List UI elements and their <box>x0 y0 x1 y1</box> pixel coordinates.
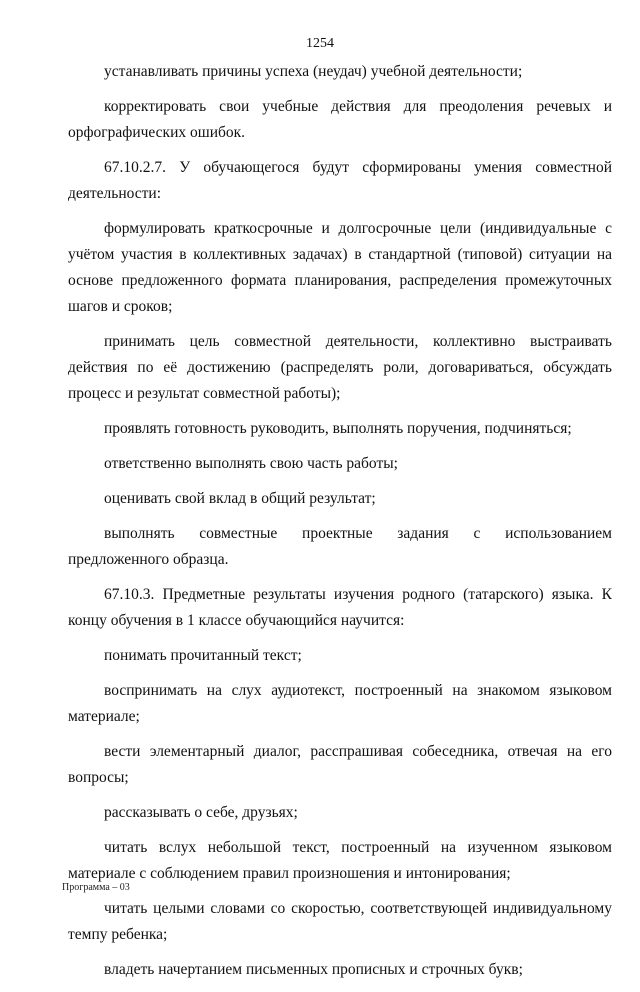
section-heading-paragraph: 67.10.2.7. У обучающегося будут сформированы умения совместной деятельности: <box>68 159 612 202</box>
paragraph: формулировать краткосрочные и долгосрочные цели (индивидуальные с учётом участия в коллективных задачах) в стандартной (типовой) ситуации на основе предложенного формата планирования, распределения промежуточных шагов и сроков; <box>68 220 612 315</box>
paragraph: проявлять готовность руководить, выполнять поручения, подчиняться; <box>104 420 572 437</box>
paragraph: понимать прочитанный текст; <box>104 647 302 664</box>
paragraph: ответственно выполнять свою часть работы; <box>104 455 398 472</box>
paragraph: корректировать свои учебные действия для преодоления речевых и орфографических ошибок. <box>68 98 612 141</box>
paragraph: вести элементарный диалог, расспрашивая собеседника, отвечая на его вопросы; <box>68 743 612 786</box>
paragraph: воспринимать на слух аудиотекст, построенный на знакомом языковом материале; <box>68 682 612 725</box>
paragraph: устанавливать причины успеха (неудач) учебной деятельности; <box>104 63 523 80</box>
paragraph: читать целыми словами со скоростью, соответствующей индивидуальному темпу ребенка; <box>68 900 612 943</box>
page-body <box>68 59 612 992</box>
section-heading-paragraph: 67.10.3. Предметные результаты изучения родного (татарского) языка. К концу обучения в 1 классе обучающийся научится: <box>68 586 612 629</box>
paragraph: принимать цель совместной деятельности, коллективно выстраивать действия по её достижению (распределять роли, договариваться, обсуждать процесс и результат совместной работы); <box>68 333 612 402</box>
paragraph: владеть начертанием письменных прописных и строчных букв; <box>104 961 523 978</box>
page-number: 1254 <box>306 36 334 51</box>
paragraph: читать вслух небольшой текст, построенный на изученном языковом материале с соблюдением правил произношения и интонирования; <box>68 839 612 882</box>
paragraph: выполнять совместные проектные задания с использованием предложенного образца. <box>68 525 612 568</box>
page-footer: Программа – 03 <box>62 882 130 893</box>
paragraph: оценивать свой вклад в общий результат; <box>104 490 376 507</box>
paragraph: рассказывать о себе, друзьях; <box>104 804 298 821</box>
